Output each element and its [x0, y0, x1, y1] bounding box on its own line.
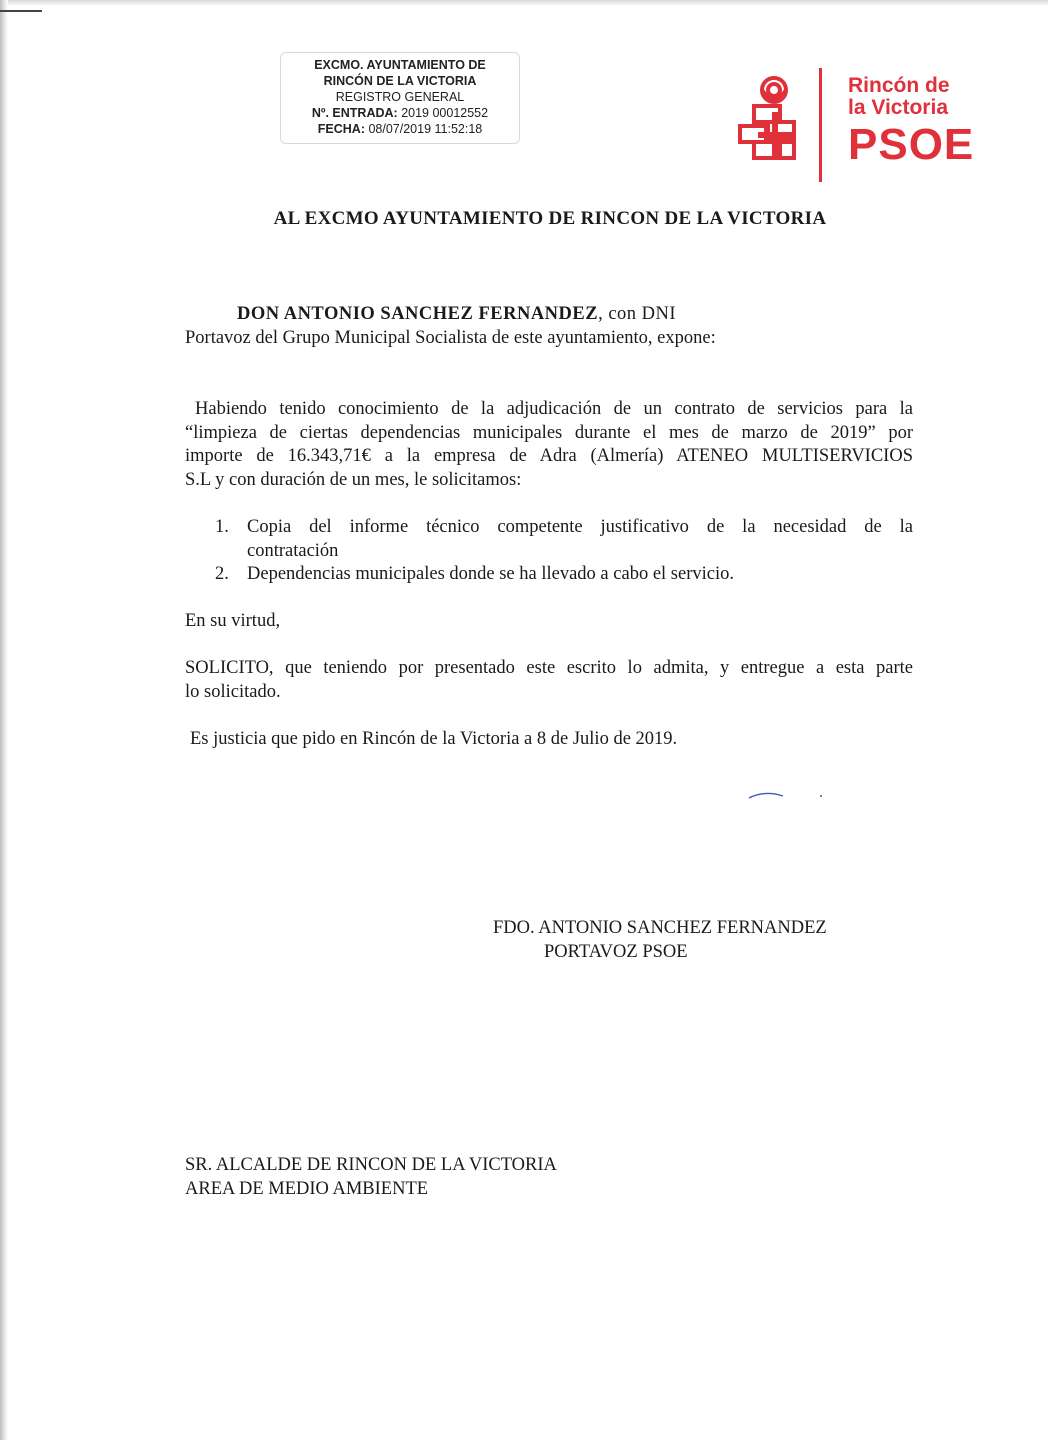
- scan-edge-top: [8, 0, 1048, 6]
- intro-line2: Portavoz del Grupo Municipal Socialista de este ayuntamiento, expone:: [185, 328, 716, 348]
- logo-text-psoe: PSOE: [848, 120, 975, 169]
- stamp-line: EXCMO. AYUNTAMIENTO DE: [314, 58, 486, 72]
- logo-text-line1: Rincón de: [848, 74, 950, 97]
- stamp-entrada-label: Nº. ENTRADA:: [311, 106, 398, 120]
- intro-after-name: , con DNI: [598, 304, 677, 324]
- solicito-line: lo solicitado.: [185, 682, 281, 702]
- list-item-text: Dependencias municipales donde se ha llevado a cabo el servicio.: [247, 564, 734, 584]
- stamp-line: RINCÓN DE LA VICTORIA: [323, 74, 477, 88]
- solicito-line: SOLICITO, que teniendo por presentado este escrito lo admita, y entregue a esta parte: [185, 658, 913, 678]
- signature-name: FDO. ANTONIO SANCHEZ FERNANDEZ: [493, 918, 827, 938]
- stamp-fecha-label: FECHA:: [317, 122, 365, 136]
- sender-name: DON ANTONIO SANCHEZ FERNANDEZ: [237, 304, 599, 324]
- virtud-line: En su virtud,: [185, 611, 281, 631]
- body-line: importe de 16.343,71€ a la empresa de Adra (Almería) ATENEO MULTISERVICIOS: [185, 446, 913, 466]
- stamp-entrada-value: 2019 00012552: [401, 106, 489, 120]
- stamp-entrada: [281, 105, 519, 121]
- list-number: 1.: [215, 517, 229, 537]
- list-item-text: Copia del informe técnico competente justificativo de la necesidad de la: [247, 517, 913, 537]
- list-item-text: contratación: [247, 541, 339, 561]
- scan-mark: [0, 10, 42, 12]
- registry-stamp: [280, 52, 520, 144]
- stamp-fecha-value: 08/07/2019 11:52:18: [368, 122, 483, 136]
- body-line: Habiendo tenido conocimiento de la adjudicación de un contrato de servicios para la: [195, 399, 913, 419]
- list-number: 2.: [215, 564, 229, 584]
- intro-line1: [237, 302, 676, 326]
- logo-divider: [819, 68, 822, 182]
- body-line: S.L y con duración de un mes, le solicitamos:: [185, 470, 522, 490]
- document-heading: AL EXCMO AYUNTAMIENTO DE RINCON DE LA VICTORIA: [273, 208, 827, 229]
- stamp-line: REGISTRO GENERAL: [335, 90, 465, 104]
- addressee-line: SR. ALCALDE DE RINCON DE LA VICTORIA: [185, 1155, 557, 1175]
- addressee-line: AREA DE MEDIO AMBIENTE: [185, 1179, 429, 1199]
- justicia-line: Es justicia que pido en Rincón de la Victoria a 8 de Julio de 2019.: [190, 729, 678, 749]
- body-line: “limpieza de ciertas dependencias municipales durante el mes de marzo de 2019” por: [185, 423, 913, 443]
- signature-mark: [745, 786, 835, 806]
- signature-title: PORTAVOZ PSOE: [544, 942, 688, 962]
- stamp-fecha: [281, 121, 519, 137]
- logo-text-line2: la Victoria: [848, 96, 948, 119]
